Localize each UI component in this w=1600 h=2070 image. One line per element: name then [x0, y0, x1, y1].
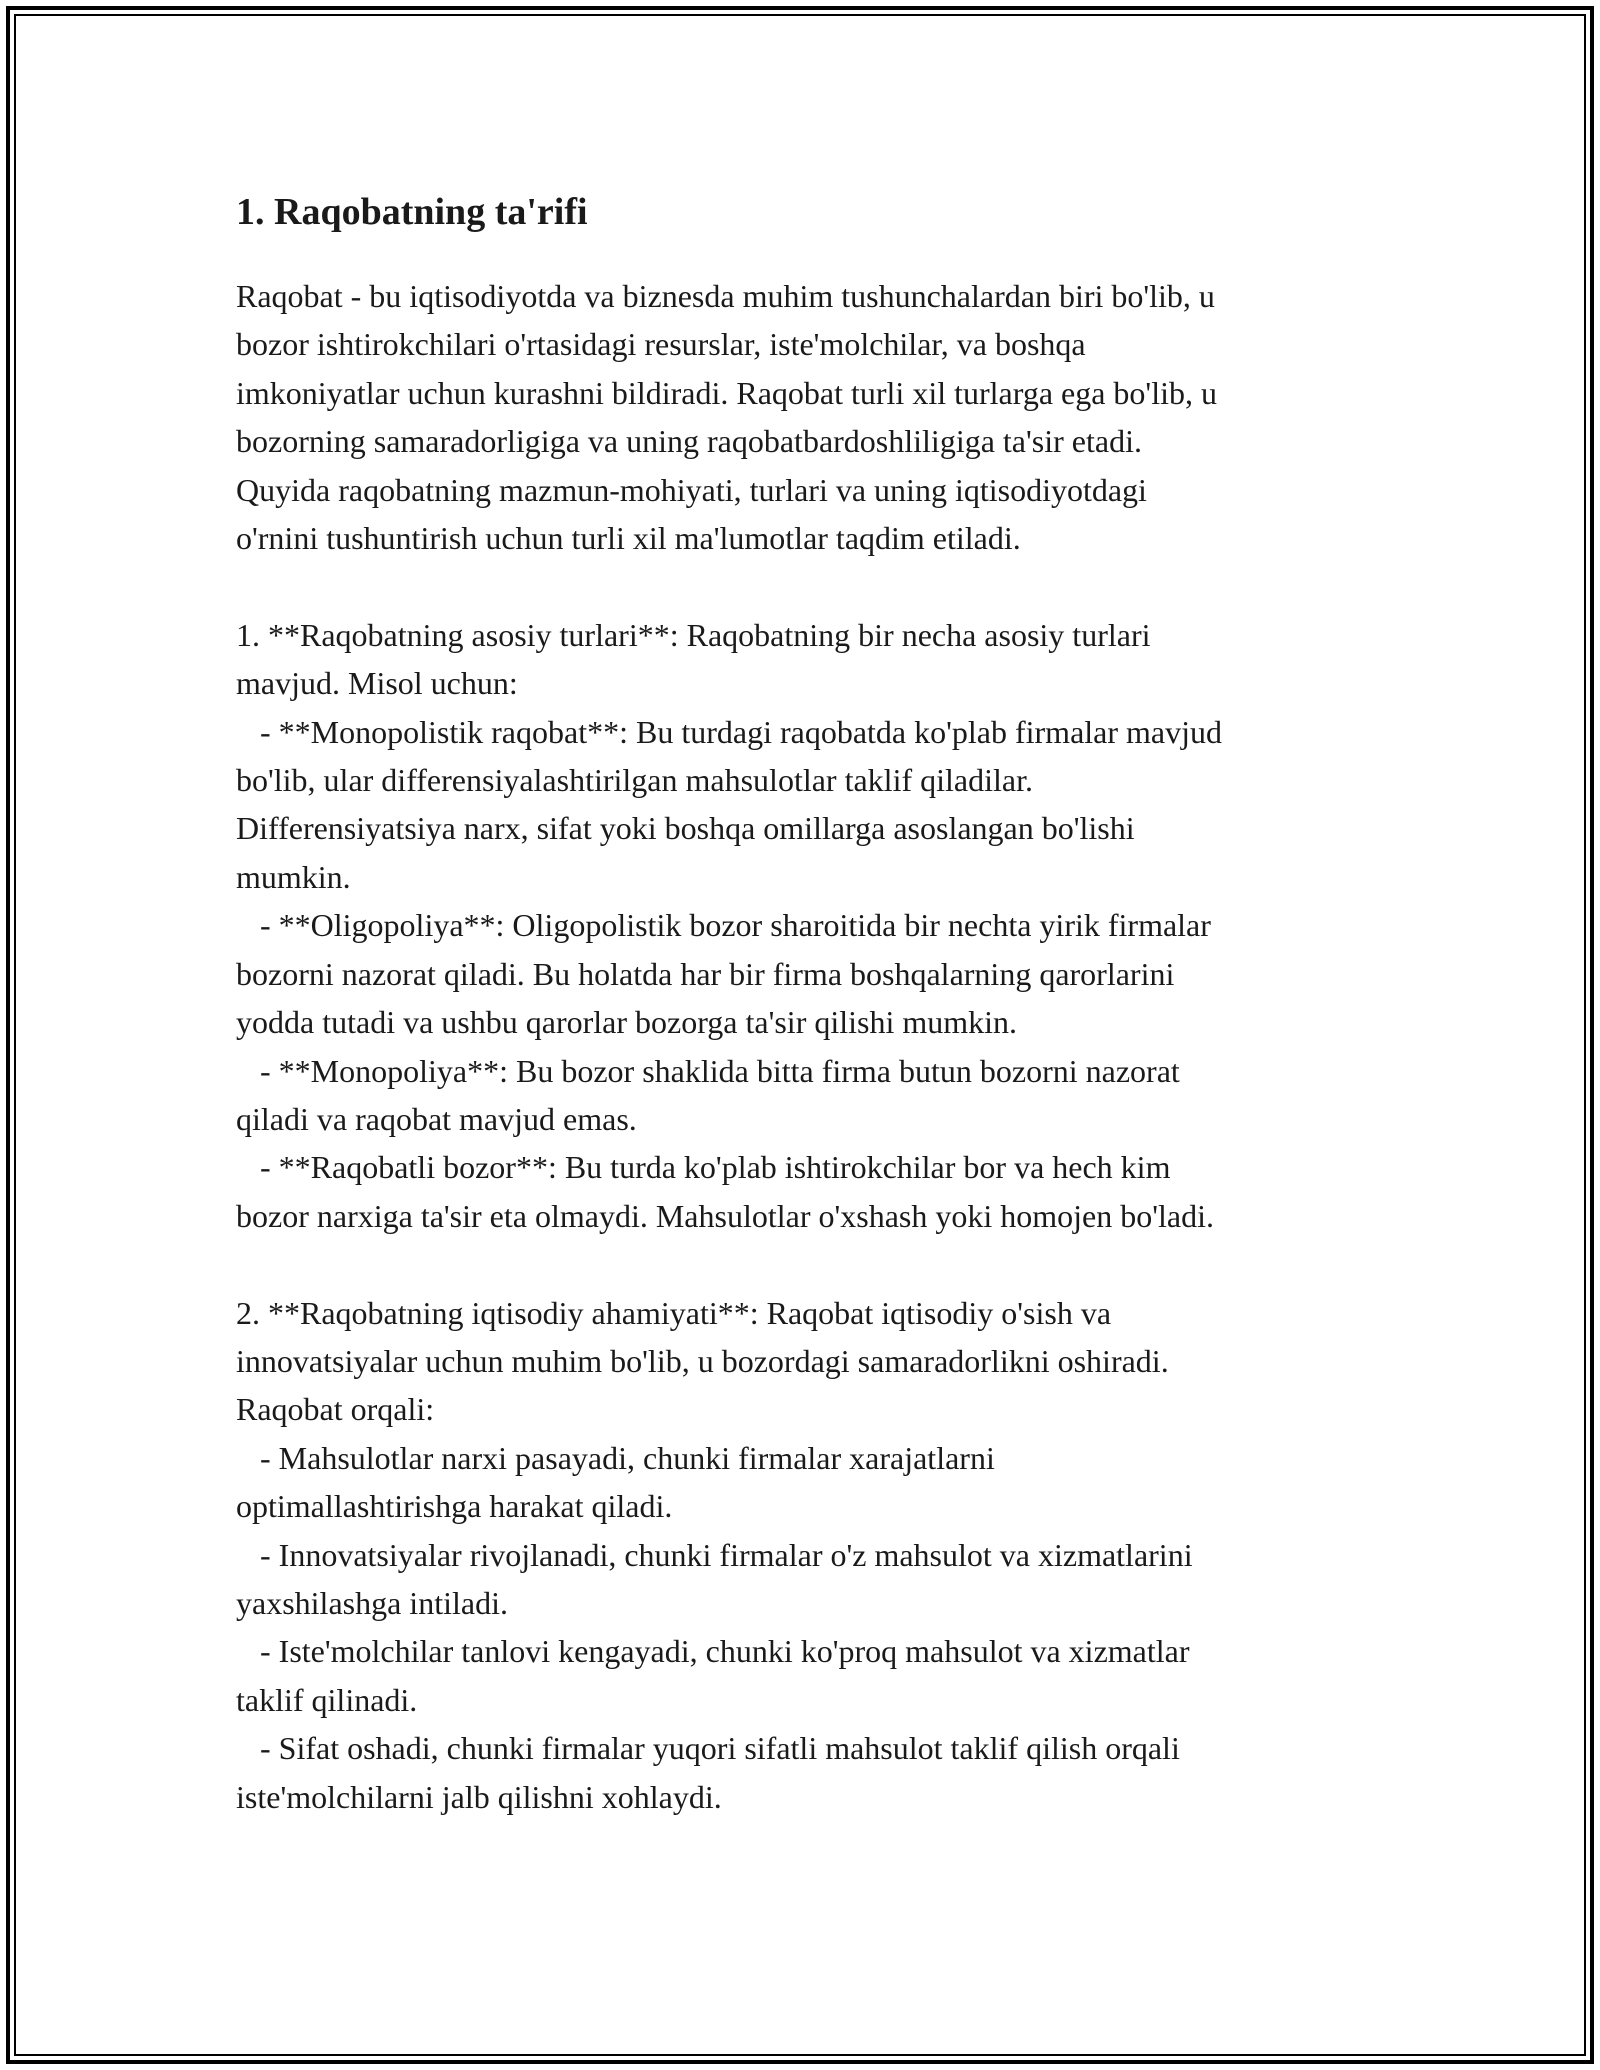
document-page: [236, 186, 1396, 1821]
document-body: Raqobat - bu iqtisodiyotda va biznesda muhim tushunchalardan biri bo'lib, u bozor ishtirokchilari o'rtasidagi resurslar, iste'molchilar, va boshqa imkoniyatlar uchun kurashni bildiradi. Raqobat turli xil turlarga ega bo'lib, u bozorning samaradorligiga va uning raqobatbardoshliligiga ta'sir etadi. Quyida raqobatning mazmun-mohiyati, turlari va uning iqtisodiyotdagi o'rnini tushuntirish uchun turli xil ma'lumotlar taqdim etiladi. 1. **Raqobatning asosiy turlari**: Raqobatning bir necha asosiy turlari mavjud. Misol uchun: - **Monopolistik raqobat**: Bu turdagi raqobatda ko'plab firmalar mavjud bo'lib, ular differensiyalashtirilgan mahsulotlar taklif qiladilar. Differensiyatsiya narx, sifat yoki boshqa omillarga asoslangan bo'lishi mumkin. - **Oligopoliya**: Oligopolistik bozor sharoitida bir nechta yirik firmalar bozorni nazorat qiladi. Bu holatda har bir firma boshqalarning qarorlarini yodda tutadi va ushbu qarorlar bozorga ta'sir qilishi mumkin. - **Monopoliya**: Bu bozor shaklida bitta firma butun bozorni nazorat qiladi va raqobat mavjud emas. - **Raqobatli bozor**: Bu turda ko'plab ishtirokchilar bor va hech kim bozor narxiga ta'sir eta olmaydi. Mahsulotlar o'xshash yoki homojen bo'ladi. 2. **Raqobatning iqtisodiy ahamiyati**: Raqobat iqtisodiy o'sish va innovatsiyalar uchun muhim bo'lib, u bozordagi samaradorlikni oshiradi. Raqobat orqali: - Mahsulotlar narxi pasayadi, chunki firmalar xarajatlarni optimallashtirishga harakat qiladi. - Innovatsiyalar rivojlanadi, chunki firmalar o'z mahsulot va xizmatlarini yaxshilashga intiladi. - Iste'molchilar tanlovi kengayadi, chunki ko'proq mahsulot va xizmatlar taklif qilinadi. - Sifat oshadi, chunki firmalar yuqori sifatli mahsulot taklif qilish orqali iste'molchilarni jalb qilishni xohlaydi.: [236, 278, 1222, 1815]
document-title: 1. Raqobatning ta'rifi: [236, 191, 588, 233]
